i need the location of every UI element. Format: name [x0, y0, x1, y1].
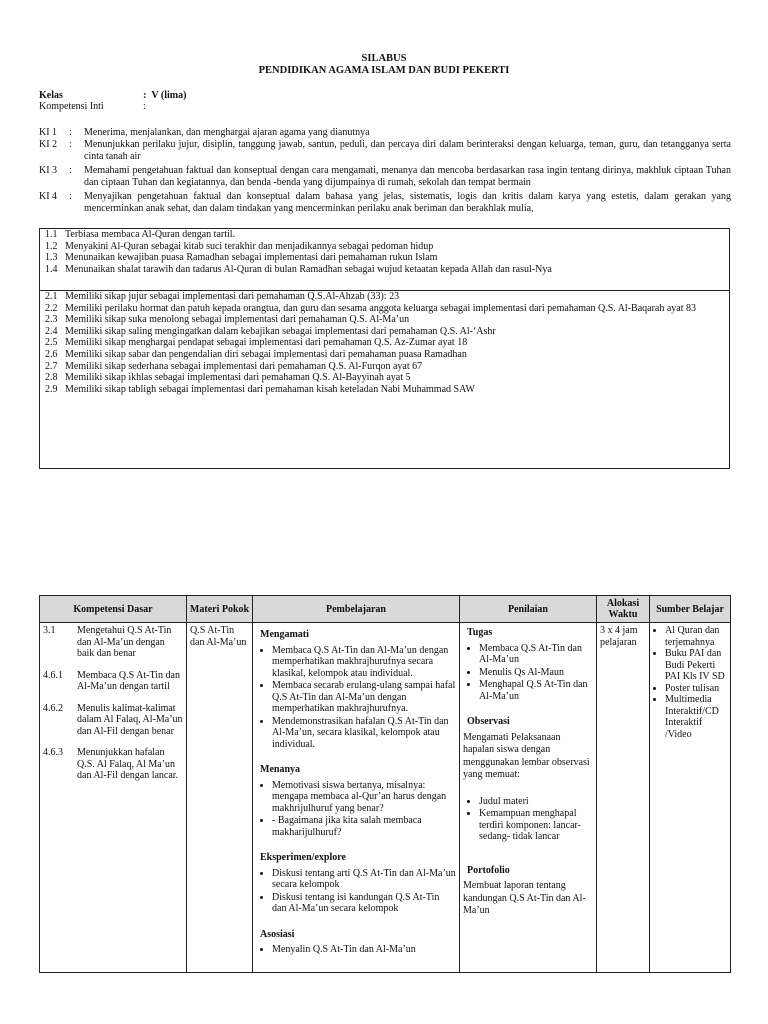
table-header-row [40, 596, 731, 623]
sumber-list [653, 625, 727, 740]
ki-text: Memahami pengetahuan faktual dan konseptual dengan cara mengamati, menanya dan mencoba berdasarkan rasa ingin tentang dirinya, makhluk ciptaan Tuhan dan ciptaan Tuhan dan kegiatannya, dan benda -benda yang dijumpainya di rumah, sekolah dan tempat bermain [84, 165, 731, 188]
ki-code: KI 2 [39, 139, 58, 150]
kd-text: Memiliki sikap tabligh sebagai implementasi dari pemahaman kisah keteladan Nabi Muhammad SAW [65, 383, 475, 395]
cell-materi-pokok: Q.S At-Tin dan Al-Ma’un [187, 623, 253, 973]
cell-penilaian [460, 623, 597, 973]
kd-row [43, 337, 726, 349]
kd-row [43, 264, 726, 276]
kompetensi-inti-sep: : [143, 101, 146, 112]
ki-text: Menerima, menjalankan, dan menghargai ajaran agama yang dianutnya [84, 127, 370, 138]
col-header-pembelajaran: Pembelajaran [253, 596, 460, 623]
kd-number: 2.7 [45, 360, 58, 372]
kd-number: 4.6.2 [43, 702, 63, 714]
list-item: • Membaca Q.S At-Tin dan Al-Ma’un [479, 643, 593, 666]
kd-text: Memiliki sikap menghargai pendapat sebagai implementasi dari pemahaman Q.S. Az-Zumar ayat 18 [65, 337, 468, 349]
list-item: • Diskusi tentang isi kandungan Q.S At-Tin dan Al-Ma’un secara kelompok [272, 892, 456, 915]
kd-row [43, 361, 726, 373]
list-item: • Buku PAI dan Budi Pekerti PAI Kls IV SD [665, 648, 727, 683]
kelas-sep: : [143, 90, 147, 101]
kd-row [43, 241, 726, 253]
list-item: • Membaca Q.S At-Tin dan Al-Ma’un dengan memperhatikan makhrajhurufnya secara klasikal, kelompok atau individual. [272, 645, 456, 680]
kompetensi-inti-label: Kompetensi Inti [39, 101, 104, 112]
col-header-materi-pokok: Materi Pokok [187, 596, 253, 623]
observasi-text: Mengamati Pelaksanaan hapalan siswa dengan menggunakan lembar observasi yang memuat: [463, 731, 590, 780]
ki-code: KI 1 [39, 127, 58, 138]
list-item: • Judul materi [479, 796, 593, 808]
doc-title: SILABUS [361, 53, 407, 64]
ki-item: KI 4 : Menyajikan pengetahuan faktual dan konseptual dalam bahasa yang jelas, sistematis, logis dan kritis dalam karya yang estetis, dalam gerakan yang mencerminkan anak sehat, dan dalam tindakan yang mencerminkan perilaku anak beriman dan berakhlak mulia, [39, 191, 731, 214]
kd-number: 1.1 [45, 229, 58, 240]
list-item: • Al Quran dan terjemahnya [665, 625, 727, 648]
section-heading: Tugas [467, 627, 493, 638]
kd-entry [43, 670, 183, 693]
kd-number: 1.3 [45, 252, 58, 264]
kd-text: Menyakini Al-Quran sebagai kitab suci terakhir dan menjadikannya sebagai pedoman hidup [65, 240, 434, 252]
kd-row [43, 326, 726, 338]
kd-entry [43, 747, 183, 782]
syllabus-table [39, 595, 731, 973]
col-header-kompetensi-dasar: Kompetensi Dasar [40, 596, 187, 623]
kd-number: 2.8 [45, 372, 58, 384]
ki-item: KI 3 : Memahami pengetahuan faktual dan konseptual dengan cara mengamati, menanya dan mencoba berdasarkan rasa ingin tentang dirinya, makhluk ciptaan Tuhan dan ciptaan Tuhan dan kegiatannya, dan benda -benda yang dijumpainya di rumah, sekolah dan tempat bermain [39, 165, 731, 188]
doc-subtitle: PENDIDIKAN AGAMA ISLAM DAN BUDI PEKERTI [258, 65, 510, 76]
kd-text: Mengetahui Q.S At-Tin dan Al-Ma’un dengan baik dan benar [77, 625, 172, 659]
kd-row [43, 384, 726, 396]
kd-text: Memiliki sikap sabar dan pengendalian diri sebagai implementasi dari pemahaman puasa Ramadhan [65, 348, 467, 360]
col-header-penilaian: Penilaian [460, 596, 597, 623]
activity-list [256, 780, 456, 839]
kd-number: 2.5 [45, 337, 58, 349]
kd-number: 1.4 [45, 263, 58, 275]
list-item: • Membaca secarab erulang-ulang sampai hafal Q.S At-Tin dan Al-Ma’un dengan memperhatikan makhrajhurufnya. [272, 680, 456, 715]
section-heading: Menanya [260, 764, 300, 775]
kd-text: Memiliki sikap ikhlas sebagai implementasi dari pemahaman Q.S. Al-Bayyinah ayat 5 [65, 372, 411, 384]
kd-number: 2.6 [45, 348, 58, 360]
list-item: • Menulis Qs Al-Maun [479, 667, 593, 679]
kd-number: 4.6.3 [43, 747, 63, 758]
list-item: • Multimedia Interaktif/CD Interaktif /Video [665, 694, 727, 740]
section-heading: Portofolio [467, 864, 510, 876]
kd-number: 2.4 [45, 325, 58, 337]
kd-text: Memiliki sikap sederhana sebagai implementasi dari pemahaman Q.S. Al-Furqon ayat 67 [65, 360, 423, 372]
kd-number: 2.1 [45, 291, 58, 302]
kd-row [43, 372, 726, 384]
kd-text: Membaca Q.S At-Tin dan Al-Ma’un dengan tartil [77, 669, 180, 692]
kd-text: Menunjukkan hafalan Q.S. Al Falaq, Al Ma’un dan Al-Fil dengan lancar. [77, 747, 179, 781]
kd-row [43, 314, 726, 326]
list-item: • Poster tulisan [665, 683, 727, 695]
kd-1-box [39, 228, 730, 291]
kd-text: Menunaikan shalat tarawih dan tadarus Al-Quran di bulan Ramadhan sebagai wujud ketaatan kepada Allah dan rasul-Nya [65, 263, 552, 275]
kd-entry [43, 703, 183, 738]
section-heading: Eksperimen/explore [260, 852, 346, 863]
section-heading: Asosiasi [260, 928, 295, 940]
kd-row [43, 229, 726, 241]
kd-text: Memiliki perilaku hormat dan patuh kepada orangtua, dan guru dan sesama anggota keluarga sebagai implementasi dari pemahaman Q.S. Al-Baqarah ayat 83 [65, 302, 697, 314]
col-header-alokasi-waktu: Alokasi Waktu [597, 596, 650, 623]
kd-text: Memiliki sikap jujur sebagai implementasi dari pemahaman Q.S.Al-Ahzab (33): 23 [65, 291, 400, 302]
section-heading: Mengamati [260, 629, 309, 640]
kd-entry [43, 625, 183, 660]
kd-text: Menunaikan kewajiban puasa Ramadhan sebagai implementasi dari pemahaman rukun Islam [65, 252, 438, 264]
list-item: • Memotivasi siswa bertanya, misalnya: mengapa membaca al-Qur’an harus dengan makhrijulhuruf yang benar? [272, 780, 456, 815]
table-row [40, 623, 731, 973]
kd-row [43, 349, 726, 361]
kd-row [43, 291, 726, 303]
activity-list [256, 645, 456, 751]
kelas-value: V (lima) [151, 90, 187, 101]
list-item: • - Bagaimana jika kita salah membaca makharijulhuruf? [272, 815, 456, 838]
cell-kompetensi-dasar [40, 623, 187, 973]
kd-number: 2.3 [45, 314, 58, 326]
kd-text: Memiliki sikap suka menolong sebagai implementasi dari pemahaman Q.S. Al-Ma’un [65, 314, 410, 326]
ki-item: KI 2 : Menunjukkan perilaku jujur, disiplin, tanggung jawab, santun, peduli, dan percaya diri dalam berinteraksi dengan keluarga, teman, guru, dan tetangganya serta cinta tanah air [39, 139, 731, 162]
observasi-list [463, 796, 593, 843]
list-item: • Kemampuan menghapal terdiri komponen: lancar-sedang- tidak lancar [479, 808, 593, 843]
kd-number: 3.1 [43, 625, 56, 636]
list-item: • Diskusi tentang arti Q.S At-Tin dan Al-Ma’un secara kelompok [272, 868, 456, 891]
kd-2-box [39, 291, 730, 469]
kd-row [43, 252, 726, 264]
cell-sumber-belajar [650, 623, 731, 973]
kd-text: Menulis kalimat-kalimat dalam Al Falaq, Al-Ma’un dan Al-Fil dengan benar [77, 702, 183, 737]
ki-text: Menyajikan pengetahuan faktual dan konseptual dalam bahasa yang jelas, sistematis, logis dan kritis dalam karya yang estetis, dalam gerakan yang mencerminkan anak sehat, dan dalam tindakan yang mencerminkan perilaku anak beriman dan berakhlak mulia, [84, 191, 731, 214]
kelas-label: Kelas [39, 90, 63, 101]
activity-list [256, 868, 456, 915]
cell-alokasi-waktu: 3 x 4 jam pelajaran [597, 623, 650, 973]
kd-text: Memiliki sikap saling mengingatkan dalam kebajikan sebagai implementasi dari pemahaman Q.S. Al-‘Ashr [65, 325, 496, 337]
activity-list [256, 944, 456, 956]
kd-number: 1.2 [45, 240, 58, 252]
ki-item: KI 1 : Menerima, menjalankan, dan menghargai ajaran agama yang dianutnya [39, 127, 731, 139]
ki-code: KI 3 [39, 165, 58, 176]
col-header-sumber-belajar: Sumber Belajar [650, 596, 731, 623]
section-heading: Observasi [467, 716, 510, 727]
kd-number: 4.6.1 [43, 669, 63, 681]
ki-code: KI 4 [39, 191, 58, 202]
kompetensi-inti-line [39, 101, 146, 113]
list-item: • Menyalin Q.S At-Tin dan Al-Ma’un [272, 944, 456, 956]
kd-number: 2.9 [45, 383, 58, 395]
kd-row [43, 303, 726, 315]
kd-text: Terbiasa membaca Al-Quran dengan tartil. [65, 229, 236, 240]
portofolio-text: Membuat laporan tentang kandungan Q.S At-Tin dan Al-Ma’un [463, 880, 586, 916]
ki-text: Menunjukkan perilaku jujur, disiplin, tanggung jawab, santun, peduli, dan percaya diri dalam berinteraksi dengan keluarga, teman, guru, dan tetangganya serta cinta tanah air [84, 139, 731, 162]
cell-pembelajaran [253, 623, 460, 973]
kd-number: 2.2 [45, 302, 58, 314]
tugas-list [463, 643, 593, 703]
list-item: • Menghapal Q.S At-Tin dan Al-Ma’un [479, 679, 593, 702]
list-item: • Mendemonstrasikan hafalan Q.S At-Tin dan Al-Ma’un, secara klasikal, kelompok atau individual. [272, 716, 456, 751]
